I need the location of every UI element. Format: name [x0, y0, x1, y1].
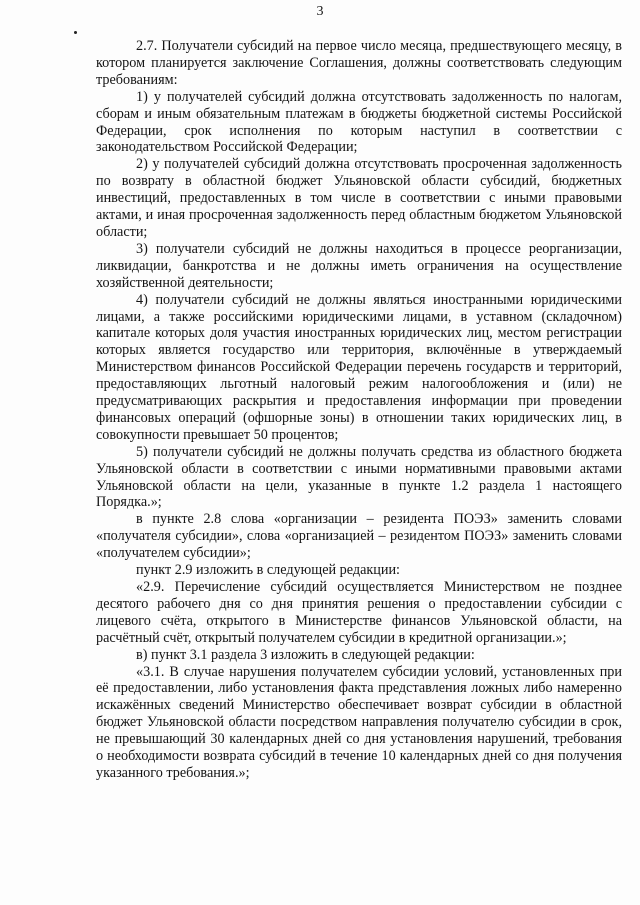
paragraph-2-9-text: «2.9. Перечисление субсидий осуществляется Министерством не позднее десятого рабочего дня со дня принятия решения о предоставлении субсидии с лицевого счёта, открытого в Министерстве финансов Ульяновской области, на расчётный счёт, открытый получателем субсидии в кредитной организации.»; [96, 579, 622, 646]
paragraph-requirement-2: 2) у получателей субсидий должна отсутствовать просроченная задолженность по возврату в областной бюджет Ульяновской области субсидий, бюджетных инвестиций, предоставленных в том числе в соответствии с иными правовыми актами, и иная просроченная задолженность перед областным бюджетом Ульяновской области; [96, 156, 622, 240]
paragraph-2-9-intro: пункт 2.9 изложить в следующей редакции: [136, 562, 400, 579]
paragraph-2-8-amendment: в пункте 2.8 слова «организации – резидента ПОЭЗ» заменить словами «получателя субсидии», слова «организацией – резидентом ПОЭЗ» заменить словами «получателем субсидии»; [96, 511, 622, 562]
paragraph-3-1-text: «3.1. В случае нарушения получателем субсидии условий, установленных при её предоставлении, либо установления факта представления ложных либо намеренно искажённых сведений Министерство обеспечивает возврат субсидии в областной бюджет Ульяновской области посредством направления получателю субсидии в срок, не превышающий 30 календарных дней со дня установления нарушений, требования о необходимости возврата субсидий в течение 10 календарных дней со дня получения указанного требования.»; [96, 663, 622, 781]
paragraph-2-7: 2.7. Получатели субсидий на первое число месяца, предшествующего месяцу, в котором планируется заключение Соглашения, должны соответствовать следующим требованиям: [96, 38, 622, 88]
paragraph-3-1-intro: в) пункт 3.1 раздела 3 изложить в следующей редакции: [136, 646, 475, 663]
paragraph-requirement-4: 4) получатели субсидий не должны являться иностранными юридическими лицами, а также российскими юридическими лицами, в уставном (складочном) капитале которых доля участия иностранных юридических лиц, местом регистрации которых является государство или территория, включённые в утверждаемый Министерством финансов Российской Федерации перечень государств и территорий, предоставляющих льготный налоговый режим налогообложения и (или) не предусматривающих раскрытия и предоставления информации при проведении финансовых операций (офшорные зоны) в отношении таких юридических лиц, в совокупности превышает 50 процентов; [96, 291, 622, 443]
scan-speck [74, 31, 77, 34]
paragraph-requirement-1: 1) у получателей субсидий должна отсутствовать задолженность по налогам, сборам и иным обязательным платежам в бюджеты бюджетной системы Российской Федерации, срок исполнения по которым наступил в соответствии с законодательством Российской Федерации; [96, 88, 622, 156]
page-number: 3 [316, 4, 324, 19]
document-body [96, 38, 622, 782]
paragraph-requirement-3: 3) получатели субсидий не должны находиться в процессе реорганизации, ликвидации, банкротства и не должны иметь ограничения на осуществление хозяйственной деятельности; [96, 240, 622, 291]
paragraph-requirement-5: 5) получатели субсидий не должны получать средства из областного бюджета Ульяновской области в соответствии с иными нормативными правовыми актами Ульяновской области на цели, указанные в пункте 1.2 раздела 1 настоящего Порядка.»; [96, 443, 622, 511]
